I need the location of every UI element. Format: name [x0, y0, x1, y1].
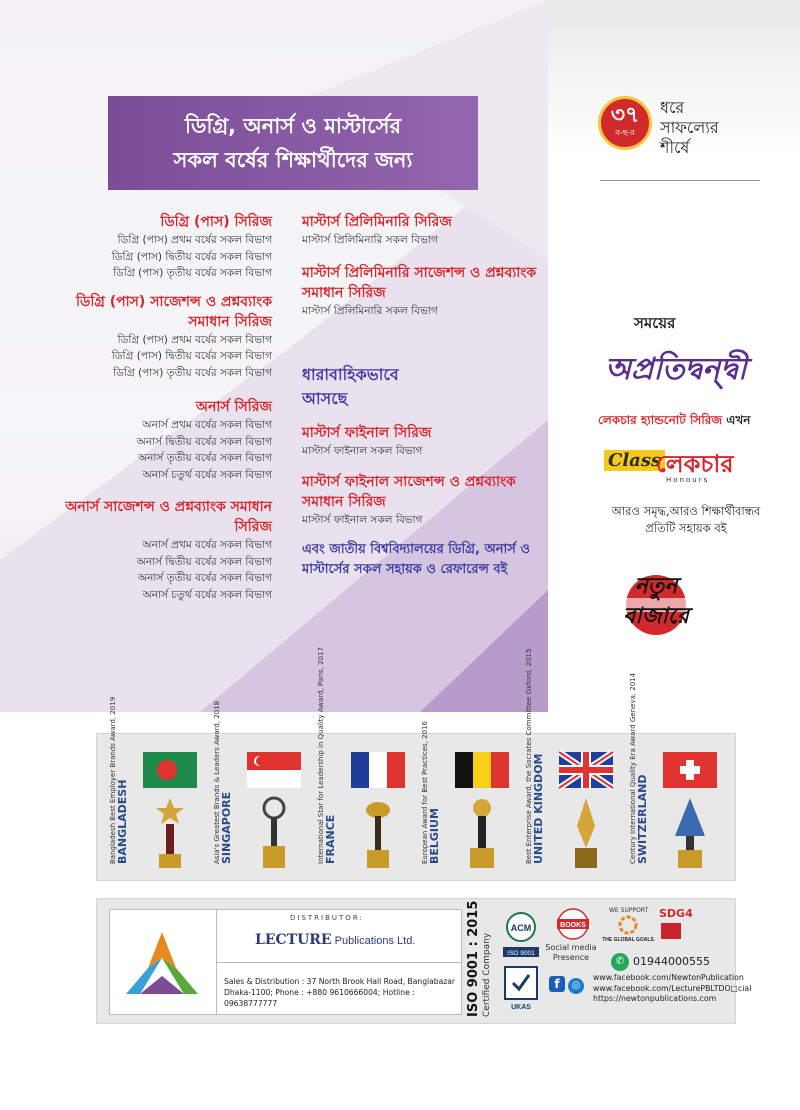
years-sub: ব-ছ-র: [615, 128, 635, 137]
award-country: FRANCE: [324, 814, 337, 864]
switzerland-flag-icon: [663, 752, 717, 788]
series-title: মাস্টার্স ফাইনাল সাজেশন্স ও প্রশ্নব্যাংক সমাধান সিরিজ: [302, 473, 516, 510]
award-country: SWITZERLAND: [636, 774, 649, 864]
company-bold: LECTURE: [255, 932, 332, 948]
award-caption: [313, 647, 347, 864]
series-item: ডিগ্রি (পাস) দ্বিতীয় বর্ষের সকল বিভাগ: [111, 350, 272, 362]
whatsapp-contact[interactable]: [611, 951, 710, 971]
series-item: অনার্স তৃতীয় বর্ষের সকল বিভাগ: [138, 452, 272, 464]
series-block: [60, 497, 272, 603]
trophy-icon: [257, 796, 291, 870]
distributor-address: [224, 976, 458, 1009]
title-box: [108, 96, 478, 190]
acm-sub: ISO 9001: [507, 950, 535, 957]
award-caption-text: Century International Quality Era Award Geneva, 2014: [629, 672, 637, 864]
series-title: ডিগ্রি (পাস) সাজেশন্স ও প্রশ্নব্যাংক সমাধান সিরিজ: [76, 293, 272, 330]
new-in-market-stamp: [613, 562, 699, 648]
sdg4-label: SDG4: [659, 907, 693, 920]
whatsapp-icon: ✆: [611, 953, 629, 971]
award-item: [625, 672, 725, 874]
class-tag: Class: [604, 450, 665, 471]
export-text: BOOKS: [560, 922, 586, 929]
title-line-2: সকল বর্ষের শিক্ষার্থীদের জন্য: [173, 148, 413, 172]
award-country: BELGIUM: [428, 808, 441, 864]
series-item: অনার্স চতুর্থ বর্ষের সকল বিভাগ: [142, 468, 272, 481]
stamp-text: [613, 572, 699, 632]
richer-text: [588, 503, 784, 537]
export-quality-badge-icon: [547, 907, 599, 941]
series-item: অনার্স চতুর্থ বর্ষের সকল বিভাগ: [142, 588, 272, 601]
handnote-series-text: [598, 412, 750, 432]
acm-label: ACM: [510, 923, 532, 933]
award-caption-text: Best Enterprise Award, the Socrates Committee Oxford, 2015: [525, 648, 533, 864]
belgium-flag-icon: [455, 752, 509, 788]
award-item: [417, 721, 517, 874]
award-item: [105, 696, 205, 874]
series-item: মাস্টার্স প্রিলিমিনারি সকল বিভাগ: [302, 234, 438, 246]
singapore-flag-icon: [247, 752, 301, 788]
series-item: ডিগ্রি (পাস) প্রথম বর্ষের সকল বিভাগ: [117, 234, 272, 246]
series-item: অনার্স প্রথম বর্ষের সকল বিভাগ: [142, 419, 272, 431]
iso-sub: Certified Company: [482, 932, 492, 1017]
series-item: ডিগ্রি (পাস) প্রথম বর্ষের সকল বিভাগ: [117, 333, 272, 346]
left-series-column: [60, 212, 272, 603]
social-media-label: Social media Presence: [545, 943, 597, 962]
series-title: মাস্টার্স ফাইনাল সিরিজ: [302, 425, 432, 441]
apratidwandi-text: অপ্রতিদ্বন্দ্বী: [605, 352, 747, 387]
series-item: ডিগ্রি (পাস) তৃতীয় বর্ষের সকল বিভাগ: [113, 366, 272, 379]
award-item: [521, 648, 621, 874]
award-caption-text: European Award for Best Practices, 2016: [421, 721, 429, 864]
awards-band: [96, 647, 736, 881]
title-line-1: ডিগ্রি, অনার্স ও মাস্টার্সের: [184, 114, 402, 138]
series-block: [60, 212, 272, 282]
series-item: অনার্স প্রথম বর্ষের সকল বিভাগ: [142, 539, 272, 551]
award-item: [313, 647, 413, 874]
trophy-icon: [673, 796, 707, 870]
address-line-1: Sales & Distribution : 37 North Brook Hall Road, Banglabazar: [224, 977, 456, 986]
series-item: অনার্স দ্বিতীয় বর্ষের সকল বিভাগ: [136, 555, 272, 568]
iso-certification: [453, 900, 493, 1017]
iso-main: ISO 9001 : 2015: [466, 900, 481, 1017]
series-item: মাস্টার্স ফাইনাল সকল বিভাগ: [302, 445, 423, 457]
award-caption: [105, 696, 139, 864]
trophy-icon: [153, 796, 187, 870]
divider: [600, 180, 760, 181]
distributor-box: [109, 909, 462, 1015]
years-success-text: [660, 98, 780, 158]
series-title: মাস্টার্স প্রিলিমিনারি সিরিজ: [302, 214, 452, 230]
richer-line-1: আরও সমৃদ্ধ,আরও শিক্ষার্থীবান্ধব: [611, 504, 761, 518]
bangladesh-flag-icon: [143, 752, 197, 788]
acm-iso-badge-icon: [501, 909, 541, 961]
series-item: অনার্স তৃতীয় বর্ষের সকল বিভাগ: [138, 572, 272, 584]
global-goals-text: THE GLOBAL GOALS: [602, 937, 654, 943]
handnote-black: এখন: [722, 413, 751, 427]
right-series-column: [302, 212, 542, 580]
stamp-line-2: বাজারে: [623, 604, 689, 629]
divider: [217, 962, 462, 963]
footer-band: [96, 898, 752, 1024]
distributor-label: DISTRIBUTOR:: [290, 914, 364, 922]
award-country: SINGAPORE: [220, 791, 233, 864]
ukas-label: UKAS: [511, 1004, 531, 1011]
series-item: মাস্টার্স ফাইনাল সকল বিভাগ: [302, 513, 423, 526]
class-main: লেকচার: [656, 450, 734, 478]
global-goals-icon: [602, 915, 654, 945]
series-block: [60, 292, 272, 382]
we-support-label: WE SUPPORT: [609, 907, 649, 914]
reference-books-text: এবং জাতীয় বিশ্ববিদ্যালয়ের ডিগ্রি, অনার্স ও মাস্টার্সের সকল সহায়ক ও রেফারেন্স বই: [302, 542, 530, 577]
award-caption-text: Bangladesh Best Employer Brands Award, 2019: [109, 696, 117, 864]
france-flag-icon: [351, 752, 405, 788]
award-country: UNITED KINGDOM: [532, 753, 545, 864]
ukas-badge-icon: [501, 965, 541, 1015]
web-links: [593, 973, 751, 1005]
award-caption: [521, 648, 555, 864]
link-website[interactable]: https://newtonpublications.com: [593, 994, 717, 1003]
series-item: মাস্টার্স প্রিলিমিনারি সকল বিভাগ: [302, 304, 438, 317]
series-title: ডিগ্রি (পাস) সিরিজ: [160, 214, 272, 230]
series-title: অনার্স সাজেশন্স ও প্রশ্নব্যাংক সমাধান সিরিজ: [65, 499, 272, 535]
link-facebook-newton[interactable]: www.facebook.com/NewtonPublication: [593, 973, 744, 982]
years-number: ৩৭: [610, 103, 640, 128]
award-caption: [417, 721, 451, 864]
address-line-2: Dhaka-1100; Phone : +880 9610666004; Hotline : 09638777777: [224, 988, 415, 1008]
link-facebook-lecture[interactable]: www.facebook.com/LecturePBLTDO□cial: [593, 983, 752, 993]
award-caption: [209, 700, 243, 864]
distributor-name: [255, 932, 415, 948]
award-caption-text: Asia's Greatest Brands & Leaders Award, 2018: [213, 700, 221, 864]
coming-soon-line-1: ধারাবাহিকভাবে: [302, 365, 399, 384]
whatsapp-number: 01944000555: [633, 955, 710, 968]
lecture-logo-icon: [122, 928, 202, 998]
uk-flag-icon: [559, 752, 613, 788]
trophy-icon: [361, 796, 395, 870]
years-line-2: সাফল্যের: [660, 118, 719, 137]
class-sub: Honours: [666, 476, 710, 484]
trophy-icon: [569, 796, 603, 870]
award-caption-text: International Star for Leadership in Quality Award, Paris, 2017: [317, 647, 325, 864]
richer-line-2: প্রতিটি সহায়ক বই: [645, 521, 727, 535]
award-caption: [625, 672, 659, 864]
years-line-1: ধরে: [660, 98, 685, 117]
award-country: BANGLADESH: [116, 779, 129, 864]
globe-icon[interactable]: ◎: [568, 978, 584, 994]
series-item: অনার্স দ্বিতীয় বর্ষের সকল বিভাগ: [136, 435, 272, 448]
sdg4-icon: [661, 923, 681, 939]
award-item: [209, 700, 309, 874]
series-title: মাস্টার্স প্রিলিমিনারি সাজেশন্স ও প্রশ্নব্যাংক সমাধান সিরিজ: [302, 264, 537, 301]
company-rest: Publications Ltd.: [331, 935, 416, 947]
series-title: অনার্স সিরিজ: [195, 399, 272, 415]
series-block: [60, 397, 272, 483]
series-item: ডিগ্রি (পাস) দ্বিতীয় বর্ষের সকল বিভাগ: [111, 250, 272, 263]
trophy-icon: [465, 796, 499, 870]
facebook-icon[interactable]: f: [549, 976, 565, 992]
class-lecture-logo: [604, 446, 754, 490]
years-line-3: শীর্ষে: [660, 138, 690, 157]
social-icons: [549, 973, 584, 994]
series-item: ডিগ্রি (পাস) তৃতীয় বর্ষের সকল বিভাগ: [113, 267, 272, 279]
handnote-red: লেকচার হ্যান্ডনোট সিরিজ: [598, 413, 723, 427]
coming-soon-line-2: আসছে: [302, 389, 348, 408]
samayer-text: সময়ের: [634, 314, 676, 332]
stamp-line-1: নতুন: [634, 574, 678, 599]
years-badge: [598, 96, 652, 150]
